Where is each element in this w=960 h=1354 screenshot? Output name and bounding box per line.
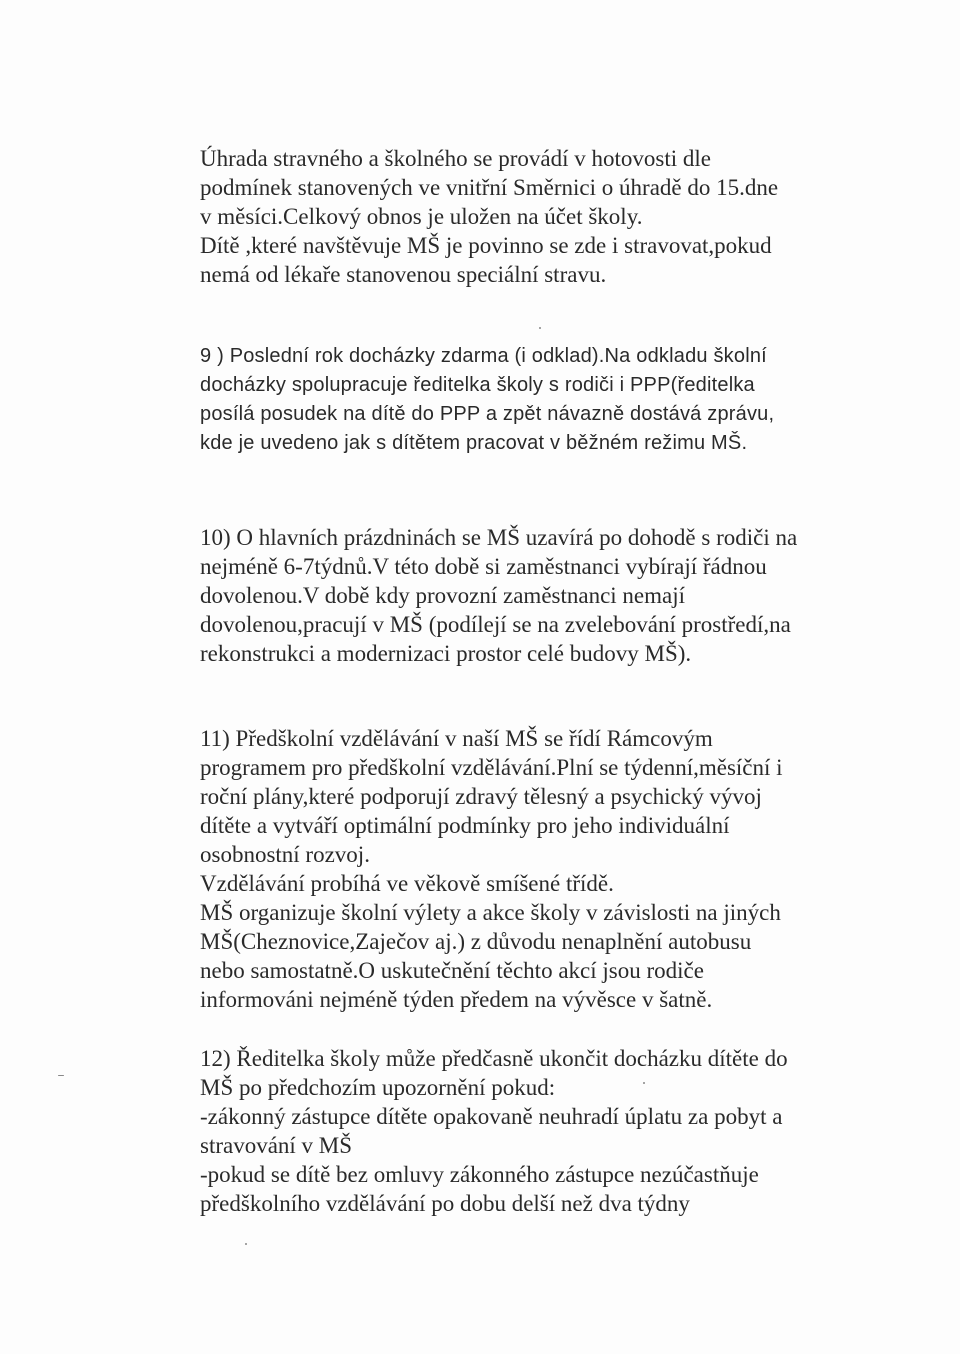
paragraph-payment (200, 144, 900, 289)
paragraph-section-10 (200, 523, 900, 668)
text-line: nejméně 6-7týdnů.V této době si zaměstnanci vybírají řádnou (200, 554, 767, 579)
text-line: 12) Ředitelka školy může předčasně ukončit docházku dítěte do (200, 1046, 788, 1071)
text-line: stravování v MŠ (200, 1133, 353, 1158)
text-line: 10) O hlavních prázdninách se MŠ uzavírá po dohodě s rodiči na (200, 525, 798, 550)
text-line: Dítě ,které navštěvuje MŠ je povinno se zde i stravovat,pokud (200, 233, 772, 258)
paragraph-section-11 (200, 724, 900, 1014)
text-line: MŠ organizuje školní výlety a akce školy v závislosti na jiných (200, 900, 781, 925)
text-line: nemá od lékaře stanovenou speciální stravu. (200, 262, 607, 287)
text-line: Úhrada stravného a školného se provádí v hotovosti dle (200, 146, 711, 171)
scan-speck (58, 1075, 64, 1076)
text-line: informováni nejméně týden předem na vývěsce v šatně. (200, 987, 713, 1012)
text-line: rekonstrukci a modernizaci prostor celé budovy MŠ). (200, 641, 692, 666)
text-line: MŠ po předchozím upozornění pokud: (200, 1075, 556, 1100)
text-line: v měsíci.Celkový obnos je uložen na účet školy. (200, 204, 643, 229)
text-line: 9 ) Poslední rok docházky zdarma (i odklad).Na odkladu školní (200, 345, 767, 367)
scan-speck (539, 327, 541, 329)
scan-speck (643, 1082, 645, 1084)
paragraph-section-12 (200, 1044, 900, 1218)
text-line: programem pro předškolní vzdělávání.Plní se týdenní,měsíční i (200, 755, 783, 780)
text-line: kde je uvedeno jak s dítětem pracovat v běžném režimu MŠ. (200, 432, 748, 454)
text-line: dovolenou,pracují v MŠ (podílejí se na zvelebování prostředí,na (200, 612, 791, 637)
text-line: roční plány,které podporují zdravý tělesný a psychický vývoj (200, 784, 762, 809)
text-line: Vzdělávání probíhá ve věkově smíšené třídě. (200, 871, 614, 896)
text-line: osobnostní rozvoj. (200, 842, 370, 867)
text-line: předškolního vzdělávání po dobu delší než dva týdny (200, 1191, 690, 1216)
text-line: 11) Předškolní vzdělávání v naší MŠ se řídí Rámcovým (200, 726, 713, 751)
text-line: MŠ(Cheznovice,Zaječov aj.) z důvodu nenaplnění autobusu (200, 929, 752, 954)
text-line: -pokud se dítě bez omluvy zákonného zástupce nezúčastňuje (200, 1162, 759, 1187)
text-line: posílá posudek na dítě do PPP a zpět návazně dostává zprávu, (200, 403, 775, 425)
text-line: nebo samostatně.O uskutečnění těchto akcí jsou rodiče (200, 958, 704, 983)
text-line: docházky spolupracuje ředitelka školy s rodiči i PPP(ředitelka (200, 374, 755, 396)
text-line: dítěte a vytváří optimální podmínky pro jeho individuální (200, 813, 730, 838)
scan-speck (245, 1243, 247, 1245)
paragraph-section-9 (200, 342, 900, 458)
text-line: podmínek stanovených ve vnitřní Směrnici o úhradě do 15.dne (200, 175, 779, 200)
text-line: dovolenou.V době kdy provozní zaměstnanci nemají (200, 583, 686, 608)
text-line: -zákonný zástupce dítěte opakovaně neuhradí úplatu za pobyt a (200, 1104, 783, 1129)
